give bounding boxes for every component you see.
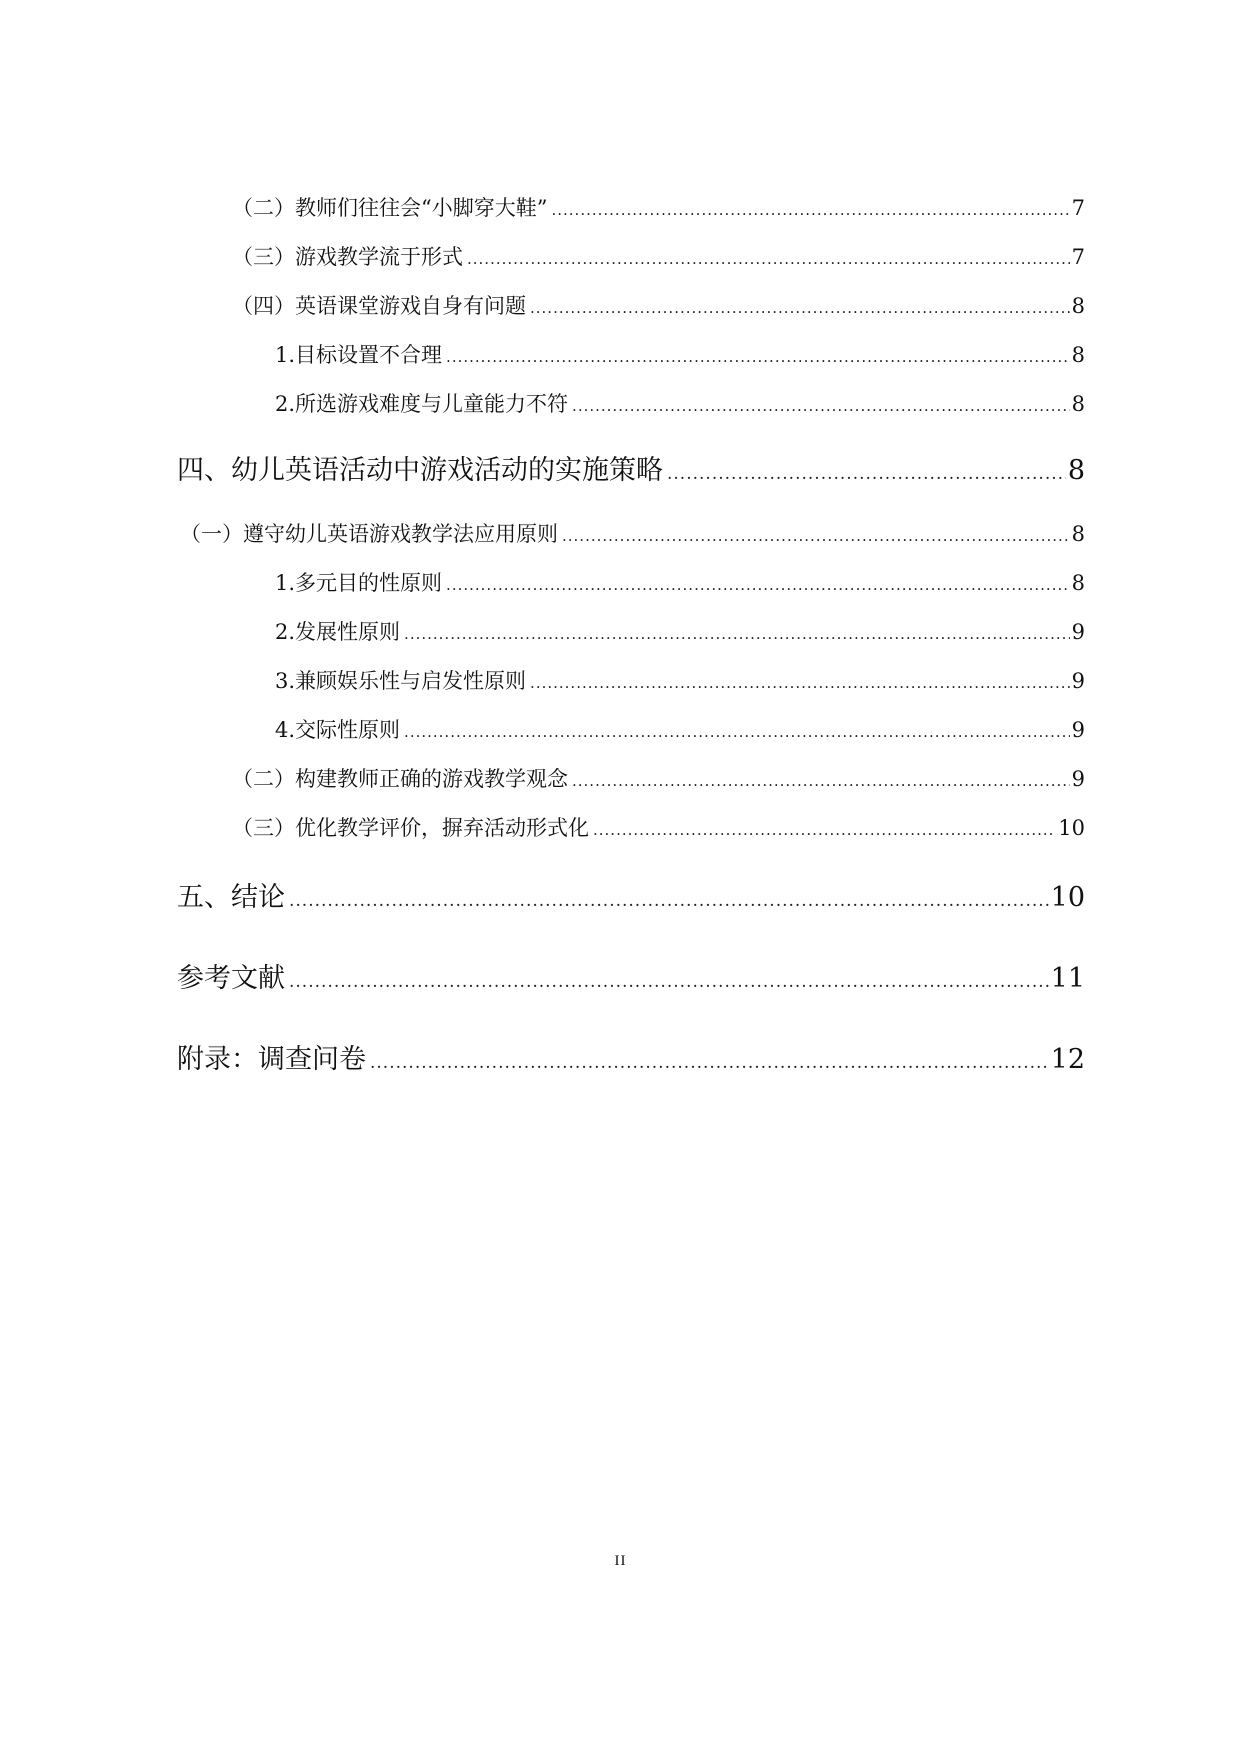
toc-entry[interactable] bbox=[232, 241, 1085, 271]
toc-entry[interactable] bbox=[180, 518, 1085, 548]
toc-entry-title: 参考文献 bbox=[177, 963, 285, 994]
toc-leader-dots bbox=[446, 348, 1070, 366]
toc-entry-page: 10 bbox=[1050, 882, 1085, 913]
toc-entry[interactable] bbox=[275, 714, 1085, 744]
toc-entry[interactable] bbox=[275, 567, 1085, 597]
toc-leader-dots bbox=[404, 625, 1070, 643]
toc-entry-page: 9 bbox=[1071, 620, 1085, 644]
toc-entry-title: 3.兼顾娱乐性与启发性原则 bbox=[275, 669, 527, 693]
toc-leader-dots bbox=[370, 1053, 1049, 1073]
toc-leader-dots bbox=[404, 723, 1070, 741]
toc-entry[interactable] bbox=[275, 339, 1085, 369]
toc-entry-page: 8 bbox=[1067, 455, 1085, 486]
toc-entry-title: （一）遵守幼儿英语游戏教学法应用原则 bbox=[180, 522, 558, 546]
toc-entry-title: 1.多元目的性原则 bbox=[275, 571, 443, 595]
toc-entry[interactable] bbox=[177, 875, 1085, 914]
toc-entry-page: 7 bbox=[1071, 245, 1085, 269]
toc-entry[interactable] bbox=[232, 812, 1085, 842]
toc-entry[interactable] bbox=[275, 388, 1085, 418]
page-number: II bbox=[614, 1553, 627, 1569]
toc-entry[interactable] bbox=[177, 956, 1085, 995]
toc-leader-dots bbox=[289, 972, 1049, 992]
toc-entry-title: 附录：调查问卷 bbox=[177, 1044, 366, 1075]
toc-leader-dots bbox=[530, 674, 1070, 692]
toc-leader-dots bbox=[530, 299, 1070, 317]
toc-entry[interactable] bbox=[232, 763, 1085, 793]
toc-entry-page: 9 bbox=[1071, 669, 1085, 693]
toc-entry[interactable] bbox=[232, 192, 1085, 222]
toc-entry-title: （三）游戏教学流于形式 bbox=[232, 245, 463, 269]
toc-entry-page: 7 bbox=[1071, 196, 1085, 220]
toc-entry-page: 9 bbox=[1071, 767, 1085, 791]
toc-leader-dots bbox=[572, 397, 1070, 415]
toc-entry-page: 10 bbox=[1058, 816, 1085, 840]
toc-leader-dots bbox=[562, 527, 1070, 545]
toc-leader-dots bbox=[572, 772, 1070, 790]
toc-leader-dots bbox=[667, 464, 1066, 484]
toc-entry-page: 8 bbox=[1071, 392, 1085, 416]
toc-entry[interactable] bbox=[177, 448, 1085, 487]
toc-entry[interactable] bbox=[232, 290, 1085, 320]
toc-entry-title: 四、幼儿英语活动中游戏活动的实施策略 bbox=[177, 455, 663, 486]
toc-entry[interactable] bbox=[275, 665, 1085, 695]
toc-entry[interactable] bbox=[275, 616, 1085, 646]
toc-entry-page: 8 bbox=[1071, 294, 1085, 318]
toc-entry-title: （三）优化教学评价，摒弃活动形式化 bbox=[232, 816, 589, 840]
toc-entry-page: 9 bbox=[1071, 718, 1085, 742]
toc-entry-title: 五、结论 bbox=[177, 882, 285, 913]
toc-entry-title: 4.交际性原则 bbox=[275, 718, 401, 742]
toc-leader-dots bbox=[551, 201, 1069, 219]
toc-leader-dots bbox=[446, 576, 1070, 594]
toc-entry-page: 12 bbox=[1050, 1044, 1085, 1075]
toc-entry-page: 11 bbox=[1050, 963, 1085, 994]
toc-entry-title: （二）构建教师正确的游戏教学观念 bbox=[232, 767, 568, 791]
toc-entry-title: （四）英语课堂游戏自身有问题 bbox=[232, 294, 526, 318]
toc-entry-title: （二）教师们往往会“小脚穿大鞋” bbox=[232, 196, 548, 220]
toc-entry-title: 2.所选游戏难度与儿童能力不符 bbox=[275, 392, 569, 416]
toc-entry-title: 1.目标设置不合理 bbox=[275, 343, 443, 367]
toc-entry-page: 8 bbox=[1071, 522, 1085, 546]
toc-entry-page: 8 bbox=[1071, 343, 1085, 367]
toc-leader-dots bbox=[289, 891, 1049, 911]
toc-leader-dots bbox=[467, 250, 1070, 268]
toc-entry-page: 8 bbox=[1071, 571, 1085, 595]
toc-entry-title: 2.发展性原则 bbox=[275, 620, 401, 644]
toc-entry[interactable] bbox=[177, 1037, 1085, 1076]
toc-leader-dots bbox=[593, 821, 1056, 839]
